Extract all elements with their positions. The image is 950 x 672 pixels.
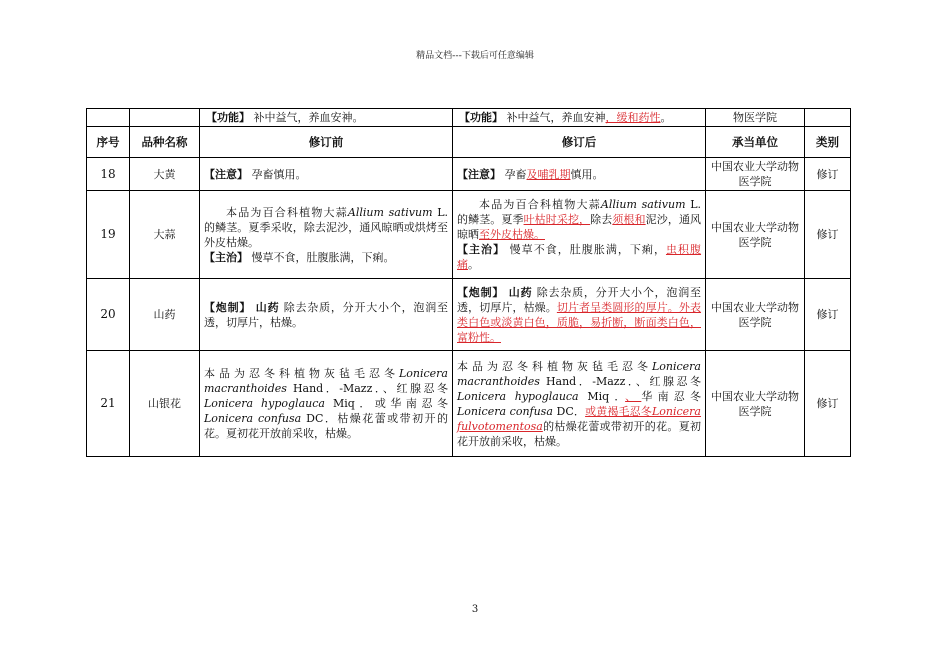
- latin-name: Lonicera hypoglauca: [204, 397, 325, 410]
- cell-before: [200, 109, 453, 127]
- section-tag: 【炮制】 山药: [457, 285, 533, 299]
- description-paragraph: [204, 366, 448, 441]
- cell-name: 大黄: [130, 158, 200, 191]
- revision-insert: 切片者呈类圆形的厚片。外表类白色或淡黄白色，质脆，易折断，断面类白色，富粉性。: [457, 300, 702, 344]
- before-text: 孕畜慎用。: [251, 167, 307, 181]
- table-row: [87, 191, 851, 279]
- revision-insert: 或黄褐毛忍冬: [585, 404, 652, 418]
- description-paragraph: [457, 197, 701, 242]
- text-run: Hand．-Mazz．、红腺忍冬: [545, 374, 702, 388]
- text-run: 本品为忍冬科植物灰毡毛忍冬: [457, 359, 652, 373]
- revision-insert: 虫积腹痛: [457, 243, 702, 271]
- revision-insert: 及哺乳期: [526, 167, 571, 181]
- after-text: 孕畜: [504, 167, 527, 181]
- latin-name: Allium sativum: [600, 198, 686, 211]
- text-run: 本品为百合科植物大蒜: [479, 198, 601, 211]
- text-run: 。: [468, 258, 479, 271]
- revision-insert: 、: [625, 389, 642, 403]
- before-text: 补中益气，养血安神。: [253, 111, 364, 124]
- section-tag: 【主治】: [457, 243, 506, 256]
- section-tag: 【注意】: [204, 167, 248, 181]
- cell-category: [805, 109, 851, 127]
- indication-paragraph: [204, 250, 448, 265]
- latin-name: Lonicera confusa: [457, 404, 553, 418]
- cell-unit: 中国农业大学动物医学院: [706, 351, 805, 457]
- text-run: Miq．或华南忍冬: [332, 397, 448, 410]
- table-row: [87, 351, 851, 457]
- revision-insert: 须根和: [612, 213, 646, 226]
- cell-no: 18: [87, 158, 130, 191]
- col-header-after: 修订后: [453, 127, 706, 158]
- table-header-row: [87, 127, 851, 158]
- latin-name: Lonicera confusa: [204, 412, 302, 425]
- cell-name: 山药: [130, 279, 200, 351]
- page-number: 3: [471, 604, 479, 615]
- cell-category: 修订: [805, 279, 851, 351]
- cell-before: [200, 191, 453, 279]
- text-run: DC．: [556, 404, 586, 418]
- col-header-before: 修订前: [200, 127, 453, 158]
- text-run: Hand．-Mazz．、红腺忍冬: [292, 382, 449, 395]
- text-run: L. 的鳞茎。夏季采收，除去泥沙，通风晾晒或烘烤至外皮枯燥。: [204, 205, 449, 249]
- cell-category: 修订: [805, 351, 851, 457]
- text-run: 华南忍冬: [641, 389, 702, 403]
- cell-before: [200, 351, 453, 457]
- text-run: 慢草不食，肚腹胀满，下痢，: [509, 243, 666, 256]
- cell-name: 山银花: [130, 351, 200, 457]
- cell-category: 修订: [805, 191, 851, 279]
- text-run: 本品为忍冬科植物灰毡毛忍冬: [204, 367, 399, 380]
- cell-unit: 中国农业大学动物医学院: [706, 279, 805, 351]
- cell-after: [453, 279, 706, 351]
- after-text-end: 慎用。: [570, 167, 604, 181]
- page-header: 精品文档---下载后可任意编辑: [416, 51, 534, 61]
- text-run: 除去杂质，分开大小个，泡润至透，切厚片，枯燥。: [204, 300, 448, 329]
- cell-after: [453, 191, 706, 279]
- revision-insert: 至外皮枯燥。: [479, 228, 545, 241]
- description-paragraph: [457, 359, 701, 449]
- latin-name: Lonicera macranthoides: [204, 367, 448, 395]
- cell-after: [453, 158, 706, 191]
- revision-insert: ，缓和药性: [605, 111, 661, 124]
- cell-before: [200, 279, 453, 351]
- cell-no: 21: [87, 351, 130, 457]
- text-run: DC．枯燥花蕾或带初开的花。夏初花开放前采收，枯燥。: [204, 412, 448, 440]
- text-run: 本品为百合科植物大蒜: [226, 205, 348, 219]
- text-run: L. 的鳞茎。夏季: [457, 198, 702, 226]
- cell-no: [87, 109, 130, 127]
- indication-paragraph: [457, 242, 701, 272]
- cell-unit: 中国农业大学动物医学院: [706, 158, 805, 191]
- latin-name: Allium sativum: [347, 205, 433, 219]
- cell-name: [130, 109, 200, 127]
- text-run: 除去杂质，分开大小个，泡润至透，切厚片，枯燥。: [457, 285, 701, 314]
- revision-insert: 叶枯时采挖，: [523, 213, 591, 226]
- description-paragraph: [204, 205, 448, 250]
- cell-no: 19: [87, 191, 130, 279]
- text-run: Miq．: [587, 389, 626, 403]
- section-tag: 【炮制】 山药: [204, 300, 280, 314]
- col-header-category: 类别: [805, 127, 851, 158]
- section-tag: 【功能】: [459, 111, 503, 124]
- col-header-no: 序号: [87, 127, 130, 158]
- after-text: 补中益气，养血安神: [506, 111, 606, 124]
- section-tag: 【注意】: [457, 167, 501, 181]
- text-run: 的枯燥花蕾或带初开的花。夏初花开放前采收，枯燥。: [457, 419, 701, 448]
- text-run: 泥沙，通风晾晒: [457, 213, 702, 241]
- latin-name: Lonicera hypoglauca: [457, 389, 579, 403]
- text-run: 除去: [590, 213, 613, 226]
- cell-name: 大蒜: [130, 191, 200, 279]
- cell-unit: 物医学院: [706, 109, 805, 127]
- latin-name: Lonicera macranthoides: [457, 359, 701, 388]
- cell-before: [200, 158, 453, 191]
- section-tag: 【功能】: [206, 111, 250, 124]
- cell-after: [453, 109, 706, 127]
- cell-unit: 中国农业大学动物医学院: [706, 191, 805, 279]
- table-row: [87, 158, 851, 191]
- col-header-name: 品种名称: [130, 127, 200, 158]
- cell-no: 20: [87, 279, 130, 351]
- processing-paragraph: [457, 285, 701, 345]
- col-header-unit: 承当单位: [706, 127, 805, 158]
- cell-category: 修订: [805, 158, 851, 191]
- text-run: 慢草不食，肚腹胀满，下痢。: [251, 250, 395, 264]
- processing-paragraph: [204, 300, 448, 330]
- revision-table: [86, 108, 851, 457]
- table-row-continued: [87, 109, 851, 127]
- revision-insert-latin: Lonicera fulvotomentosa: [457, 404, 701, 433]
- after-text-end: 。: [660, 111, 672, 124]
- table-row: [87, 279, 851, 351]
- cell-after: [453, 351, 706, 457]
- section-tag: 【主治】: [204, 250, 248, 264]
